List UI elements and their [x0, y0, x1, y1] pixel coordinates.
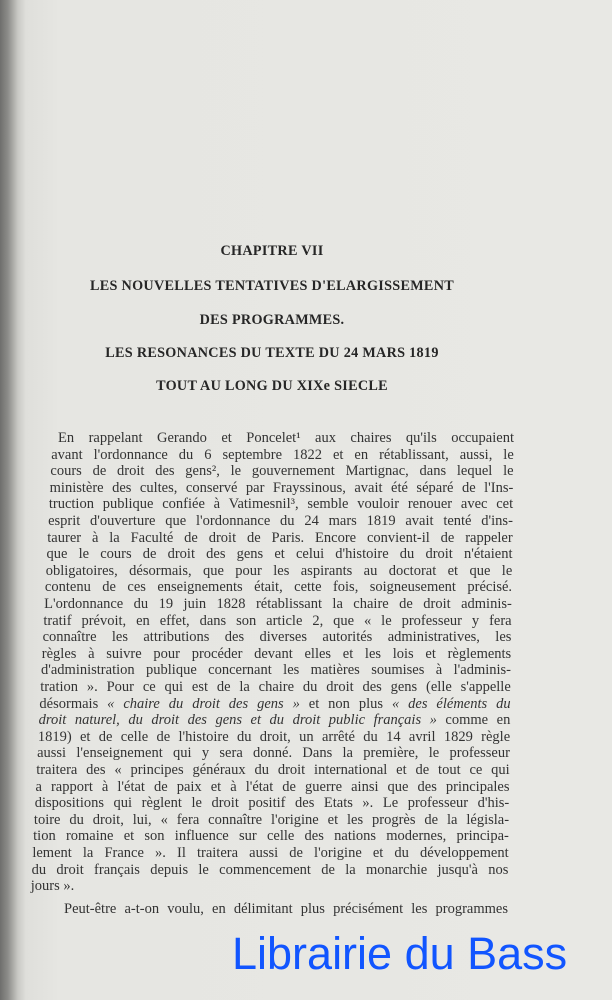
text-line — [32, 845, 508, 861]
paragraph-first-line — [58, 430, 514, 446]
text-line — [34, 812, 509, 828]
text-segment: comme en — [436, 712, 511, 729]
chapter-number: CHAPITRE VII — [220, 243, 324, 259]
text-segment: traitera des « principes généraux du droit international et de tout ce qui — [36, 762, 510, 778]
italic-quote: « des éléments du — [391, 695, 511, 712]
paragraph-first-line — [64, 901, 508, 917]
text-segment: 1819) et de celle de l'histoire du droit, un arrêté du 14 avril 1829 règle — [37, 728, 511, 745]
text-segment: taurer à la Faculté de droit de Paris. Encore convient-il de rappeler — [47, 529, 513, 546]
text-line — [33, 828, 509, 844]
text-segment: dispositions qui règlent le droit positif des Etats ». Le professeur d'his- — [34, 795, 510, 812]
text-line — [36, 779, 510, 795]
text-line — [40, 679, 511, 695]
text-segment: jours ». — [30, 878, 75, 895]
text-line — [43, 629, 512, 645]
text-segment: obligatoires, désormais, que pour les aspirants au doctorat et que le — [45, 562, 513, 579]
text-segment: contenu de ces enseignements était, cette fois, soigneusement précisé. — [44, 579, 513, 596]
chapter-title-line: LES NOUVELLES TENTATIVES D'ELARGISSEMENT — [89, 278, 455, 294]
text-line — [36, 762, 509, 778]
text-line — [47, 530, 512, 546]
text-line — [41, 662, 511, 678]
text-line — [38, 729, 510, 745]
text-segment: tratif prévoit, en effet, dans son article 2, que « le professeur y fera — [43, 612, 512, 629]
text-line — [51, 447, 514, 463]
text-line — [37, 745, 510, 761]
text-line — [39, 712, 511, 728]
text-segment: Peut-être a-t-on voulu, en délimitant plus précisément les programmes — [64, 900, 508, 917]
text-line — [32, 862, 509, 878]
text-segment: ministère des cultes, conservé par Frayssinous, avait été séparé de l'Ins- — [49, 479, 514, 496]
text-line — [35, 795, 510, 811]
text-line — [48, 513, 513, 529]
italic-quote: « chaire du droit des gens » — [107, 695, 300, 712]
text-segment: En rappelant Gerando et Poncelet¹ aux chaires qu'ils occupaient — [58, 430, 514, 446]
text-line — [47, 546, 513, 562]
text-segment: L'ordonnance du 19 juin 1828 rétablissant la chaire de droit adminis- — [44, 596, 512, 612]
text-segment: que le cours de droit des gens et celui d'histoire du droit n'étaient — [46, 546, 513, 563]
text-segment: avant l'ordonnance du 6 septembre 1822 et en rétablissant, aussi, le — [51, 446, 514, 463]
text-line — [39, 696, 510, 712]
text-segment: aussi l'enseignement qui y sera donné. Dans la première, le professeur — [37, 745, 510, 762]
text-line — [42, 646, 511, 662]
text-line — [50, 480, 514, 496]
text-segment: lement la France ». Il traitera aussi de l'origine et du développement — [32, 845, 509, 861]
text-line — [45, 579, 512, 595]
text-segment: du droit français depuis le commencement de la monarchie jusqu'à nos — [31, 861, 509, 878]
text-segment: esprit d'ouverture que l'ordonnance du 24 mars 1819 avait tenté d'ins- — [48, 513, 513, 529]
chapter-subtitle-line: TOUT AU LONG DU XIXe SIECLE — [156, 378, 388, 394]
text-segment: règles à suivre pour procéder devant elles et les lois et règlements — [41, 645, 512, 662]
text-line — [46, 563, 513, 579]
text-segment: d'administration publique concernant les matières soumises à l'adminis- — [41, 662, 511, 679]
text-segment: tration ». Pour ce qui est de la chaire du droit des gens (elle s'appelle — [40, 679, 511, 695]
text-segment: connaître les attributions des diverses autorités administratives, les — [42, 629, 512, 646]
text-segment: truction publique confiée à Vatimesnil³, semble vouloir renouer avec cet — [48, 496, 514, 513]
text-segment: désormais — [39, 695, 108, 712]
text-line — [50, 463, 513, 479]
chapter-subtitle-line: LES RESONANCES DU TEXTE DU 24 MARS 1819 — [105, 345, 439, 361]
text-segment: cours de droit des gens², le gouvernement Martignac, dans lequel le — [50, 463, 514, 480]
text-line — [31, 878, 75, 894]
watermark-logo: Librairie du Bass — [232, 928, 568, 979]
text-segment: toire du droit, lui, « fera connaître l'origine et les progrès de la législa- — [33, 811, 510, 828]
text-line — [49, 496, 513, 512]
italic-quote: droit naturel, du droit des gens et du droit public français » — [38, 712, 437, 729]
text-line — [44, 596, 512, 612]
text-segment: a rapport à l'état de paix et à l'état de guerre ainsi que des principales — [35, 778, 510, 795]
chapter-title-line: DES PROGRAMMES. — [199, 312, 345, 328]
text-segment: et non plus — [299, 695, 392, 712]
text-line — [43, 613, 511, 629]
text-segment: tion romaine et son influence sur celle des nations modernes, principa- — [33, 828, 509, 845]
